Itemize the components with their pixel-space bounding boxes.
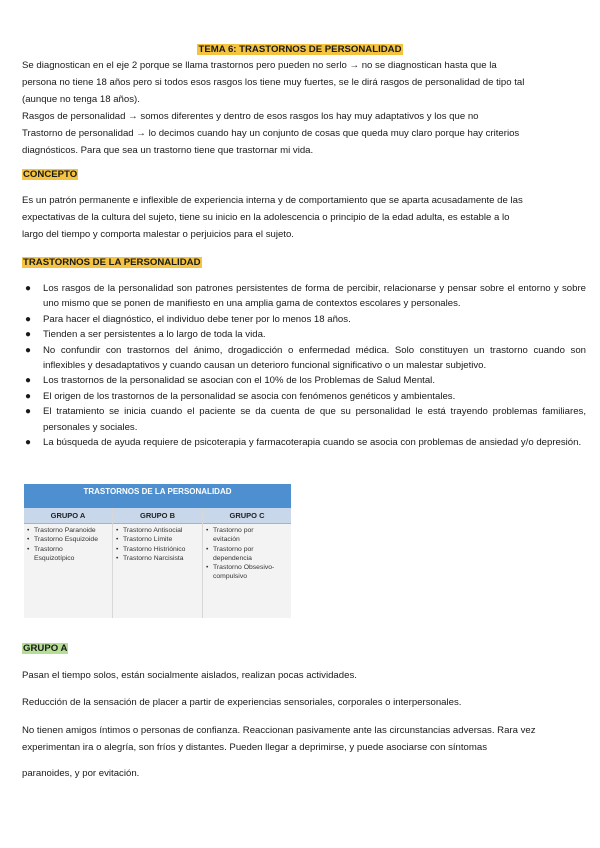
- list-item: • Trastorno por dependencia: [205, 545, 269, 564]
- intro-line: diagnósticos. Para que sea un trastorno tiene que trastornar mi vida.: [22, 145, 314, 156]
- bullet-icon: ●: [25, 313, 32, 325]
- list-item: • Trastorno Antisocial: [115, 526, 199, 535]
- group-c-list: [205, 526, 285, 582]
- trastornos-heading: TRASTORNOS DE LA PERSONALIDAD: [23, 257, 201, 268]
- group-b-list: [115, 526, 199, 563]
- trastornos-bullet-list: [22, 281, 586, 450]
- grupo-a-paragraph-3: [22, 722, 586, 756]
- page-title: TEMA 6: TRASTORNOS DE PERSONALIDAD: [198, 44, 402, 55]
- intro-line: Se diagnostican en el eje 2 porque se llama trastornos pero pueden no serlo → no se diagnostican hasta que la: [22, 60, 497, 71]
- list-item: ● El origen de los trastornos de la personalidad se asocia con fenómenos genéticos y ambientales.: [22, 389, 586, 404]
- intro-line: (aunque no tenga 18 años).: [22, 94, 140, 105]
- intro-line: Trastorno de personalidad → lo decimos cuando hay un conjunto de cosas que queda muy claro porque hay criterios: [22, 128, 520, 139]
- concepto-line: Es un patrón permanente e inflexible de experiencia interna y de comportamiento que se aparta acusadamente de las: [22, 195, 523, 206]
- list-item: • Trastorno Histriónico: [115, 545, 199, 554]
- bullet-icon: ●: [25, 406, 32, 418]
- grupo-a-paragraph-4: paranoides, y por evitación.: [22, 768, 140, 779]
- bullet-icon: ●: [25, 390, 32, 402]
- column-divider: [202, 508, 203, 618]
- list-item: ● Los trastornos de la personalidad se asocian con el 10% de los Problemas de Salud Mental.: [22, 373, 586, 388]
- list-item: • Trastorno Obsesivo-compulsivo: [205, 563, 285, 582]
- group-b-header: GRUPO B: [113, 508, 202, 524]
- grupo-a-paragraph-1: Pasan el tiempo solos, están socialmente aislados, realizan pocas actividades.: [22, 670, 357, 681]
- list-item: ● El tratamiento se inicia cuando el paciente se da cuenta de que su personalidad le está trayendo problemas familiares, personales y sociales.: [25, 406, 586, 433]
- group-c-header: GRUPO C: [203, 508, 291, 524]
- bullet-icon: ●: [25, 329, 32, 341]
- bullet-icon: ●: [25, 283, 32, 294]
- list-item: ● No confundir con trastornos del ánimo, drogadicción o enfermedad médica. Solo constituyen un trastorno cuando son inflexibles y desadaptativos y cuando causan un deterioro funcional significativo o un malestar subjetivo.: [25, 344, 586, 372]
- list-item: ● Tienden a ser persistentes a lo largo de toda la vida.: [22, 327, 586, 342]
- group-a-header: GRUPO A: [24, 508, 112, 524]
- list-item: ● La búsqueda de ayuda requiere de psicoterapia y farmacoterapia cuando se asocia con problemas de ansiedad y/o depresión.: [22, 435, 586, 450]
- concepto-line: largo del tiempo y comporta malestar o perjuicios para el sujeto.: [22, 229, 294, 240]
- table-title: TRASTORNOS DE LA PERSONALIDAD: [24, 484, 291, 508]
- bullet-icon: ●: [25, 344, 32, 356]
- bullet-icon: ●: [25, 375, 32, 387]
- bullet-icon: ●: [25, 437, 32, 449]
- intro-paragraph: [22, 57, 586, 159]
- list-item: • Trastorno Paranoide: [26, 526, 110, 535]
- concepto-line: expectativas de la cultura del sujeto, tiene su inicio en la adolescencia o principio de la edad adulta, es estable a lo: [22, 212, 510, 223]
- column-divider: [112, 508, 113, 618]
- list-item: • Trastorno Esquizotípico: [26, 545, 86, 564]
- list-item: • Trastorno Narcisista: [115, 554, 199, 563]
- grupo-a-heading: GRUPO A: [23, 643, 68, 654]
- paragraph-line: No tienen amigos íntimos o personas de confianza. Reaccionan pasivamente ante las circunstancias adversas. Rara vez: [22, 725, 536, 736]
- grupo-a-paragraph-2: Reducción de la sensación de placer a partir de experiencias sensoriales, corporales o interpersonales.: [22, 697, 462, 708]
- personality-groups-table-image: [24, 484, 291, 618]
- intro-line: persona no tiene 18 años pero si todos esos rasgos los tiene muy fuertes, se le dirá rasgos de personalidad de tipo tal: [22, 77, 525, 88]
- list-item: • Trastorno Límite: [115, 535, 199, 544]
- list-item: ● Los rasgos de la personalidad son patrones persistentes de forma de percibir, relacionarse y pensar sobre el entorno y sobre uno mismo que se ponen de manifiesto en una amplia gama de contextos escolares y personales.: [25, 283, 586, 310]
- concepto-heading: CONCEPTO: [23, 169, 78, 180]
- paragraph-line: experimentan ira o alegría, son fríos y distantes. Pueden llegar a deprimirse, y puede asociarse con síntomas: [22, 742, 488, 753]
- list-item: • Trastorno Esquizoide: [26, 535, 110, 544]
- concepto-paragraph: [22, 192, 586, 243]
- group-a-list: [26, 526, 110, 563]
- list-item: • Trastorno por evitación: [205, 526, 269, 545]
- intro-line: Rasgos de personalidad → somos diferentes y dentro de esos rasgos los hay muy adaptativos y los que no: [22, 111, 479, 122]
- list-item: ● Para hacer el diagnóstico, el individuo debe tener por lo menos 18 años.: [22, 312, 586, 327]
